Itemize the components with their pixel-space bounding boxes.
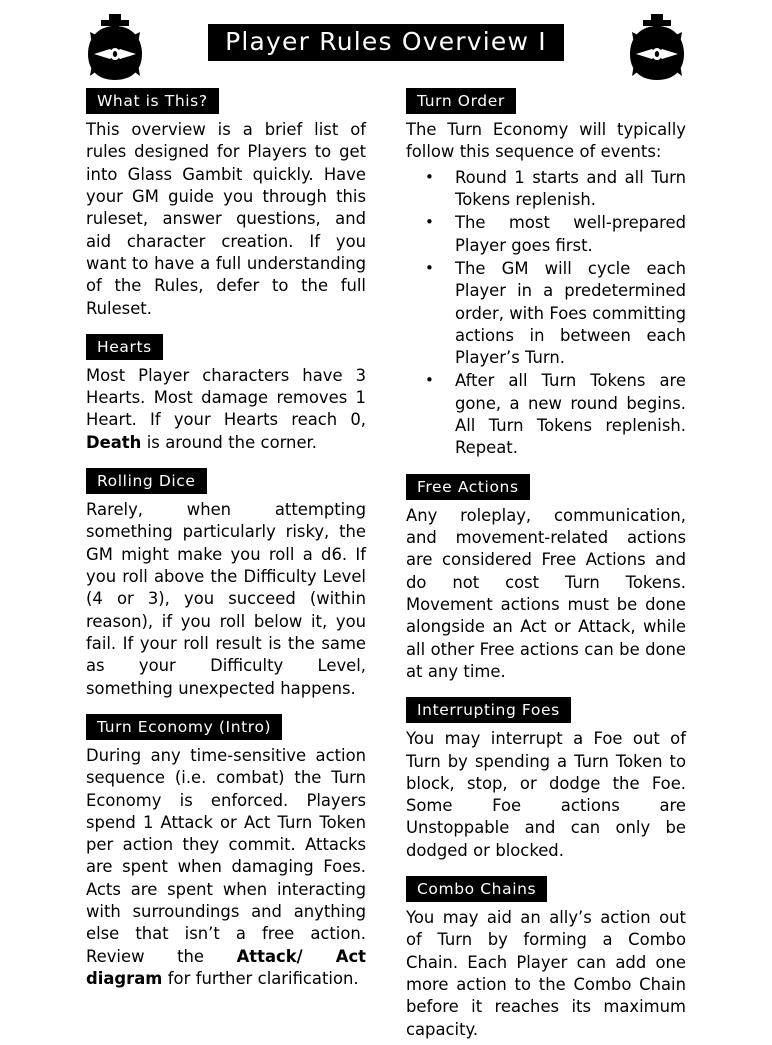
list-item: • The GM will cycle each Player in a predetermined order, with Foes committing actions in between each Player’s Turn. [406, 258, 686, 370]
section-body-interrupting-foes: You may interrupt a Foe out of Turn by spending a Turn Token to block, stop, or dodge the Foe. Some Foe actions are Unstoppable and can only be dodged or blocked. [406, 729, 686, 860]
turn-order-intro: The Turn Economy will typically follow this sequence of events: [406, 120, 686, 162]
section-free-actions [406, 474, 686, 684]
hearts-bold-death: Death [86, 432, 142, 452]
section-title-free-actions: Free Actions [417, 477, 519, 496]
stopwatch-icon-left [84, 14, 146, 80]
section-title-hearts: Hearts [97, 337, 152, 356]
section-hearts [86, 334, 366, 454]
section-header-turn-order [406, 88, 516, 114]
section-title-interrupting-foes: Interrupting Foes [417, 701, 560, 720]
section-combo-chains [406, 876, 686, 1041]
section-rolling-dice [86, 468, 366, 700]
content-columns [0, 88, 772, 1045]
section-turn-economy-intro [86, 714, 366, 990]
section-what-is-this [86, 88, 366, 320]
section-header-combo-chains [406, 876, 547, 902]
section-title-combo-chains: Combo Chains [417, 880, 537, 899]
turn-economy-text-before-bold: During any time-sensitive action sequence (i.e. combat) the Turn Economy is enforced. Players spend 1 Attack or Act Turn Token per action they commit. Attacks are spent when damaging Foes. Acts are spent when interacting with surroundings and anything else that isn’t a free action. Review the [86, 745, 366, 966]
section-title-turn-economy-intro: Turn Economy (Intro) [97, 717, 272, 736]
left-column [86, 88, 366, 1045]
section-header-turn-economy-intro [86, 714, 282, 740]
page-title: Player Rules Overview I [225, 26, 547, 56]
section-body-turn-economy-intro [86, 745, 366, 990]
section-header-what-is-this [86, 88, 219, 114]
turn-economy-text-after-bold: for further clarification. [162, 969, 359, 988]
section-body-rolling-dice: Rarely, when attempting something particularly risky, the GM might make you roll a d6. If you roll above the Difficulty Level (4 or 3), you succeed (within reason), if you roll below it, you fail. If your roll result is the same as your Difficulty Level, something unexpected happens. [86, 500, 366, 698]
list-item: • After all Turn Tokens are gone, a new round begins. All Turn Tokens replenish. Repeat. [406, 370, 686, 459]
section-header-hearts [86, 334, 163, 360]
section-header-interrupting-foes [406, 697, 571, 723]
section-interrupting-foes [406, 697, 686, 862]
stopwatch-icon-right [626, 14, 688, 80]
section-body-free-actions: Any roleplay, communication, and movement-related actions are considered Free Actions and do not cost Turn Tokens. Movement actions must be done alongside an Act or Attack, while all other Free actions can be done at any time. [406, 505, 686, 681]
list-item: • The most well-prepared Player goes first. [406, 212, 686, 257]
section-header-rolling-dice [86, 468, 207, 494]
section-body-what-is-this: This overview is a brief list of rules designed for Players to get into Glass Gambit quickly. Have your GM guide you through this ruleset, answer questions, and aid character creation. If you want to have a full understanding of the Rules, defer to the full Ruleset. [86, 120, 366, 318]
section-title-rolling-dice: Rolling Dice [97, 472, 196, 491]
hearts-text-after-bold: is around the corner. [141, 432, 317, 452]
section-body-hearts [86, 365, 366, 454]
turn-order-bullet-list [406, 167, 686, 460]
turn-economy-bold-diagram: Attack/ Act diagram [86, 946, 366, 988]
list-item: • Round 1 starts and all Turn Tokens replenish. [406, 167, 686, 212]
section-title-what-is-this: What is This? [97, 92, 208, 110]
section-body-combo-chains: You may aid an ally’s action out of Turn by forming a Combo Chain. Each Player can add one more action to the Combo Chain before it reaches its maximum capacity. [406, 908, 686, 1039]
section-header-free-actions [406, 474, 530, 500]
page-title-banner [208, 24, 564, 61]
section-title-turn-order: Turn Order [417, 92, 505, 110]
right-column [406, 88, 686, 1045]
page-header [0, 0, 772, 82]
section-turn-order [406, 88, 686, 460]
hearts-text-before-bold: Most Player characters have 3 Hearts. Most damage removes 1 Heart. If your Hearts reach 0, [86, 365, 366, 430]
